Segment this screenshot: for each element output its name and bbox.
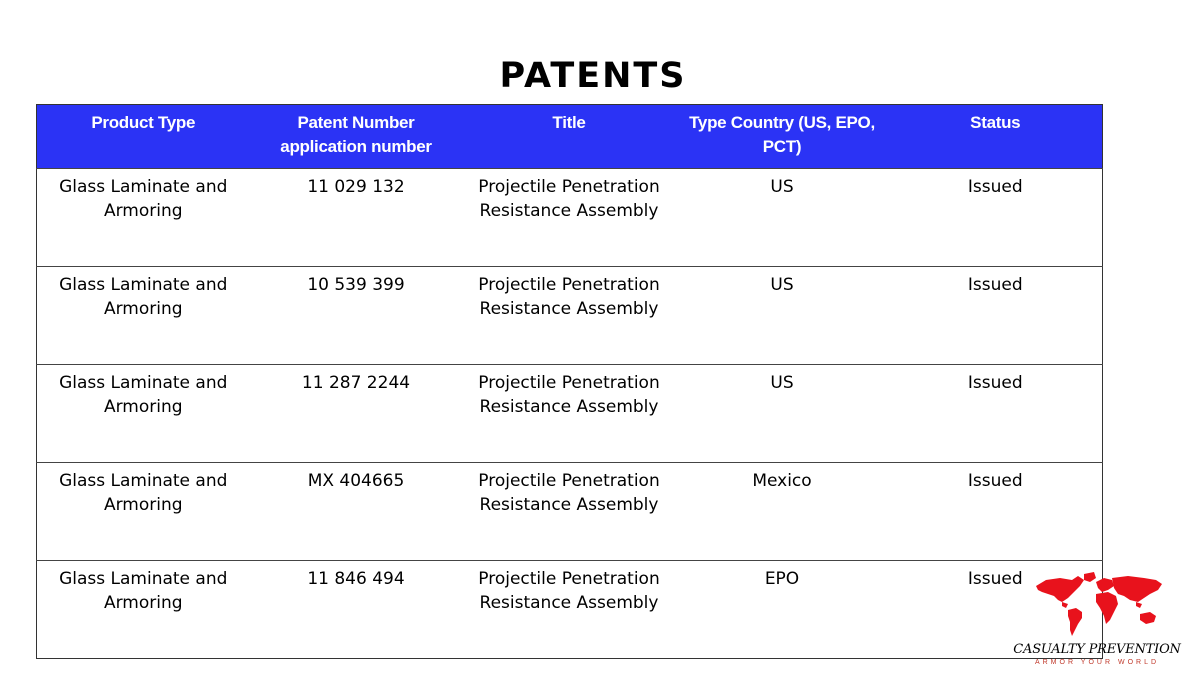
cell-status: Issued: [889, 267, 1103, 365]
company-logo: [1012, 572, 1182, 672]
header-title: Title: [463, 105, 676, 169]
header-type-country: Type Country (US, EPO, PCT): [676, 105, 889, 169]
cell-product-type: Glass Laminate and Armoring: [37, 267, 250, 365]
cell-country: EPO: [676, 561, 889, 659]
cell-title: Projectile Penetration Resistance Assembly: [463, 267, 676, 365]
cell-patent-number: 11 846 494: [250, 561, 463, 659]
cell-status: Issued: [889, 169, 1103, 267]
cell-product-type: Glass Laminate and Armoring: [37, 463, 250, 561]
table-row: [37, 463, 1103, 561]
cell-status: Issued: [889, 463, 1103, 561]
cell-title: Projectile Penetration Resistance Assembly: [463, 561, 676, 659]
cell-title: Projectile Penetration Resistance Assembly: [463, 463, 676, 561]
page-title: PATENTS: [499, 56, 687, 96]
brand-tagline: ARMOR YOUR WORLD: [1034, 659, 1160, 666]
cell-country: US: [676, 169, 889, 267]
cell-product-type: Glass Laminate and Armoring: [37, 365, 250, 463]
cell-patent-number: 11 029 132: [250, 169, 463, 267]
header-product-type: Product Type: [37, 105, 250, 169]
table-row: [37, 561, 1103, 659]
cell-status: Issued: [889, 561, 1103, 659]
table-row: [37, 267, 1103, 365]
patents-table: [36, 104, 1103, 659]
header-patent-number: Patent Number application number: [250, 105, 463, 169]
cell-patent-number: 10 539 399: [250, 267, 463, 365]
cell-country: Mexico: [676, 463, 889, 561]
cell-patent-number: 11 287 2244: [250, 365, 463, 463]
cell-status: Issued: [889, 365, 1103, 463]
table-header-row: [37, 105, 1103, 169]
cell-country: US: [676, 267, 889, 365]
cell-title: Projectile Penetration Resistance Assembly: [463, 169, 676, 267]
header-status: Status: [889, 105, 1103, 169]
brand-name: CASUALTY PREVENTION: [1013, 642, 1181, 657]
world-map-icon: [1032, 572, 1164, 638]
cell-country: US: [676, 365, 889, 463]
cell-product-type: Glass Laminate and Armoring: [37, 169, 250, 267]
cell-product-type: Glass Laminate and Armoring: [37, 561, 250, 659]
table-row: [37, 169, 1103, 267]
table-row: [37, 365, 1103, 463]
cell-patent-number: MX 404665: [250, 463, 463, 561]
cell-title: Projectile Penetration Resistance Assembly: [463, 365, 676, 463]
